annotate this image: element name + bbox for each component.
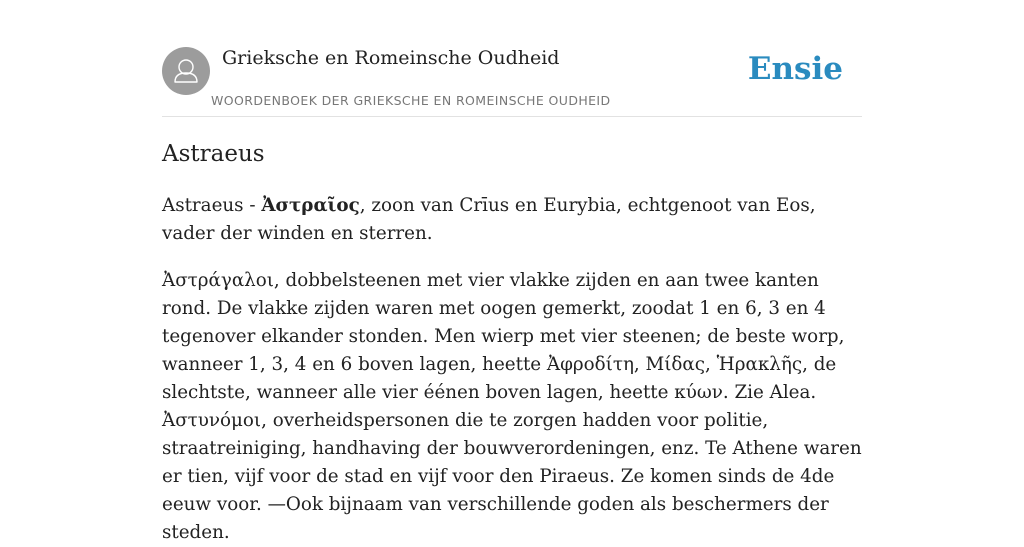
entry-greek-term: Ἀστραῖος — [261, 195, 360, 216]
entry-definition: , zoon van Crīus en Eurybia, echtgenoot van Eos, vader der winden en sterren. — [162, 195, 816, 244]
entry-body — [162, 192, 862, 547]
entry-lead-paragraph — [162, 192, 862, 248]
entry-paragraph-astragaloi: Ἀστράγαλοι, dobbelsteenen met vier vlakke zijden en aan twee kanten rond. De vlakke zijden waren met oogen gemerkt, zoodat 1 en 6, 3 en 4 tegenover elkander stonden. Men wierp met vier steenen; de beste worp, wanneer 1, 3, 4 en 6 boven lagen, heette Ἀφροδίτη, Μίδας, Ἡρακλῆς, de slechtste, wanneer alle vier éénen boven lagen, heette κύων. Zie Alea. — [162, 270, 845, 403]
site-header — [162, 0, 862, 117]
entry-content — [162, 136, 862, 547]
site-title[interactable]: Grieksche en Romeinsche Oudheid — [222, 47, 560, 69]
entry-paragraph-astynomoi: Ἀστυνόμοι, overheidspersonen die te zorgen hadden voor politie, straatreiniging, handhaving der bouwverordeningen, enz. Te Athene waren er tien, vijf voor de stad en vijf voor den Piraeus. Ze komen sinds de 4de eeuw voor. —Ook bijnaam van verschillende goden als beschermers der steden. — [162, 410, 862, 543]
brand-logo[interactable]: Ensie — [747, 51, 843, 87]
entry-title: Astraeus — [162, 141, 265, 167]
user-icon — [162, 47, 210, 95]
entry-term: Astraeus - — [162, 195, 262, 216]
avatar[interactable] — [162, 47, 210, 95]
site-subtitle[interactable]: WOORDENBOEK DER GRIEKSCHE EN ROMEINSCHE OUDHEID — [211, 93, 611, 108]
